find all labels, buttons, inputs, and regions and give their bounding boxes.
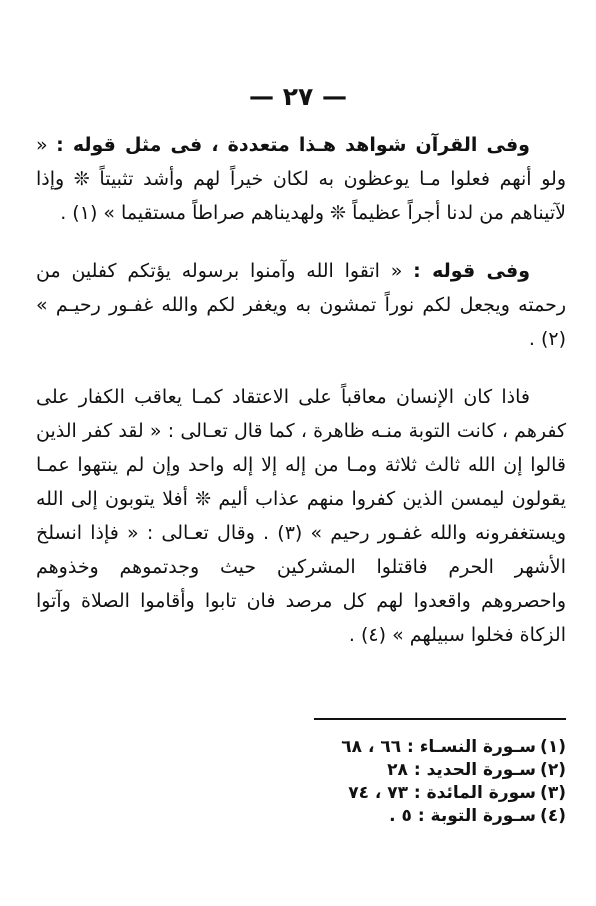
paragraph-text: فاذا كان الإنسان معاقباً على الاعتقاد كمـا يعاقب الكفار على كفرهم ، كانت التوبة منـه ظاهرة ، كما قال تعـالى : « لقد كفر الذين قالوا إن الله ثالث ثلاثة ومـا من إله إلا إله واحد وإن لم ينتهوا عمـا يقولون ليمسن الذين كفروا منهم عذاب أليم ❊ أفلا يتوبون إلى الله ويستغفرونه والله غفـور رحيم » (٣) . وقال تعـالى : « فإذا انسلخ الأشهر الحرم فاقتلوا المشركين حيث وجدتموهم وخذوهم واحصروهم واقعدوا لهم كل مرصد فان تابوا وأقاموا الصلاة وآتوا الزكاة فخلوا سبيلهم » (٤) .: [36, 386, 566, 646]
footnote-number: (١): [540, 737, 566, 757]
footnote-text: سـورة التوبة : ٥ .: [389, 806, 536, 826]
paragraph-2: [36, 254, 566, 356]
footnote-4: [266, 805, 566, 828]
footnote-number: (٢): [540, 760, 566, 780]
footnote-1: [266, 736, 566, 759]
paragraph-text: « اتقوا الله وآمنوا برسوله يؤتكم كفلين من رحمته ويجعل لكم نوراً تمشون به ويغفر لكم والله غفـور رحيـم » (٢) .: [36, 260, 566, 350]
paragraph-1: [36, 128, 566, 230]
page-number: — ٢٧ —: [249, 82, 347, 111]
footnote-3: [266, 782, 566, 805]
footnote-2: [266, 759, 566, 782]
paragraph-lead: وفى القرآن شواهد هـذا متعددة ، فى مثل قوله :: [56, 134, 530, 156]
main-text: [36, 128, 566, 676]
footnote-number: (٤): [540, 806, 566, 826]
footnotes: [266, 736, 566, 828]
footnote-number: (٣): [540, 783, 566, 803]
footnote-text: سورة المائدة : ٧٣ ، ٧٤: [348, 783, 536, 803]
footnote-text: سـورة الحديد : ٢٨: [387, 760, 536, 780]
paragraph-text: « ولو أنهم فعلوا مـا يوعظون به لكان خيراً لهم وأشد تثبيتاً ❊ وإذا لآتيناهم من لدنا أجراً عظيماً ❊ ولهديناهم صراطاً مستقيما » (١) .: [36, 134, 566, 224]
paragraph-lead: وفى قوله :: [413, 260, 531, 282]
footnote-divider: [314, 718, 566, 720]
footnote-text: سـورة النسـاء : ٦٦ ، ٦٨: [341, 737, 536, 757]
paragraph-3: [36, 380, 566, 652]
